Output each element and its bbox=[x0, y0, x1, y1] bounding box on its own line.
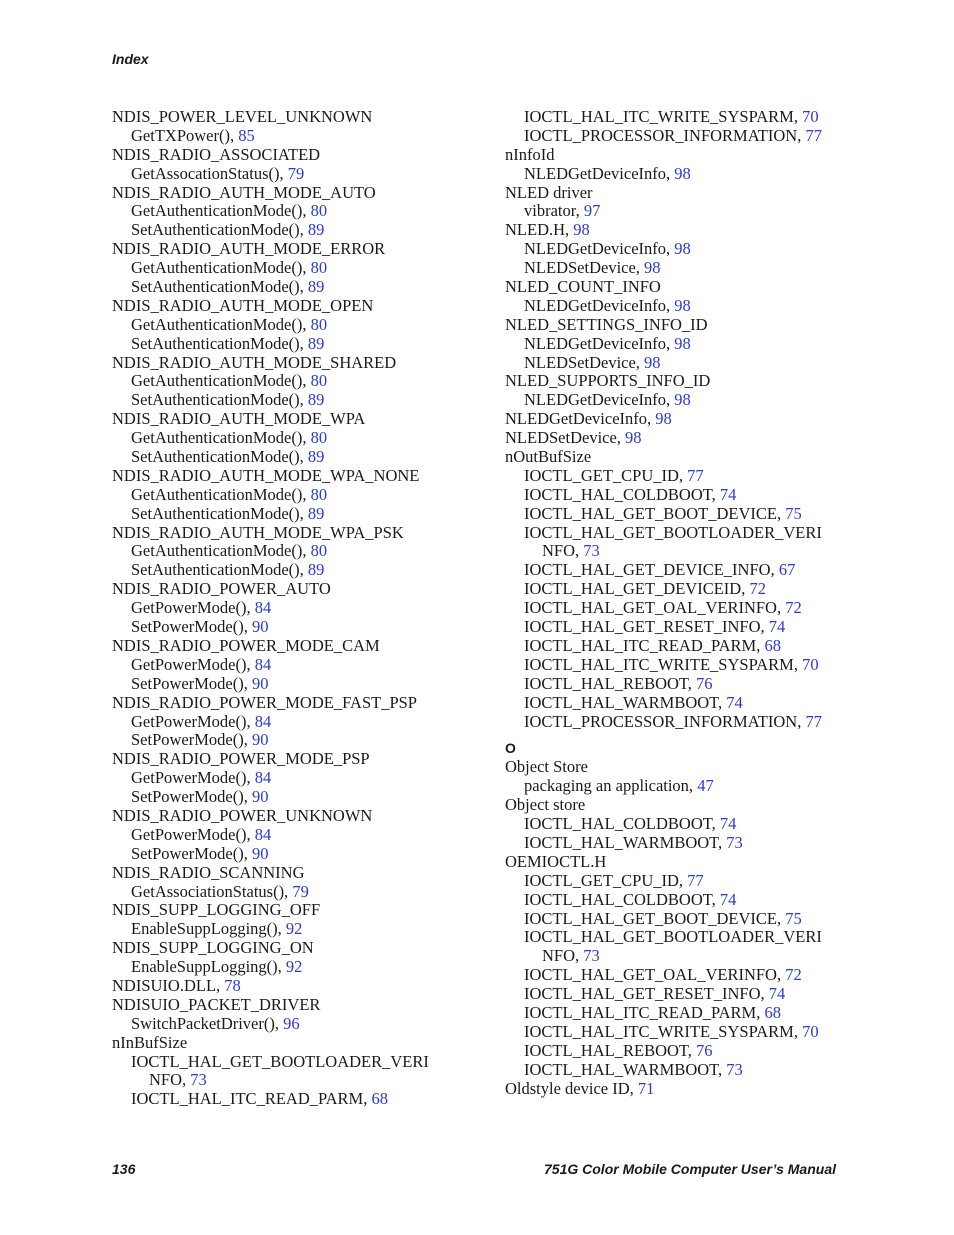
entry-text: NDIS_RADIO_POWER_MODE_PSP bbox=[112, 749, 370, 769]
entry-text: IOCTL_HAL_ITC_READ_PARM, bbox=[131, 1089, 372, 1109]
index-subentry bbox=[505, 524, 885, 543]
entry-text: NDIS_RADIO_AUTH_MODE_SHARED bbox=[112, 352, 397, 372]
index-entry bbox=[112, 108, 492, 127]
entry-text: Object Store bbox=[505, 757, 588, 777]
page-reference-link[interactable]: 68 bbox=[764, 1002, 781, 1022]
entry-text: NDIS_POWER_LEVEL_UNKNOWN bbox=[112, 107, 373, 126]
manual-title: 751G Color Mobile Computer User’s Manual bbox=[544, 1161, 836, 1177]
entry-text: NDISUIO.DLL, bbox=[112, 975, 225, 995]
entry-text: Object store bbox=[505, 795, 586, 815]
entry-text: vibrator, bbox=[524, 201, 584, 221]
index-subentry bbox=[112, 259, 492, 278]
index-subentry bbox=[112, 675, 492, 694]
page-reference-link[interactable]: 76 bbox=[696, 1040, 713, 1060]
page-reference-link[interactable]: 90 bbox=[251, 673, 269, 693]
entry-text: NLED_SUPPORTS_INFO_ID bbox=[505, 371, 711, 391]
entry-text: SetAuthenticationMode(), bbox=[131, 390, 308, 410]
entry-text: NDIS_SUPP_LOGGING_OFF bbox=[112, 900, 321, 920]
entry-text: SetAuthenticationMode(), bbox=[131, 333, 308, 353]
entry-text: GetPowerMode(), bbox=[131, 824, 255, 844]
entry-text: IOCTL_PROCESSOR_INFORMATION, bbox=[524, 711, 806, 731]
page-reference-link[interactable]: 77 bbox=[805, 125, 822, 145]
page-reference-link[interactable]: 89 bbox=[307, 220, 325, 240]
page-reference-link[interactable]: 75 bbox=[785, 908, 802, 928]
entry-text: IOCTL_HAL_ITC_WRITE_SYSPARM, bbox=[524, 1021, 803, 1041]
page-reference-link[interactable]: 89 bbox=[307, 503, 325, 523]
index-subentry bbox=[112, 505, 492, 524]
entry-text: NDIS_RADIO_AUTH_MODE_WPA_PSK bbox=[112, 522, 404, 542]
index-subentry bbox=[505, 1004, 885, 1023]
index-subentry bbox=[505, 656, 885, 675]
entry-text: NDIS_RADIO_POWER_MODE_CAM bbox=[112, 635, 380, 655]
page-reference-link[interactable]: 74 bbox=[719, 814, 737, 834]
entry-text: nInfoId bbox=[505, 144, 555, 164]
index-subentry bbox=[505, 561, 885, 580]
entry-text: GetAuthenticationMode(), bbox=[131, 541, 311, 561]
index-subentry bbox=[505, 335, 885, 354]
index-subentry bbox=[505, 259, 885, 278]
index-subentry bbox=[112, 316, 492, 335]
entry-text: IOCTL_HAL_ITC_READ_PARM, bbox=[524, 635, 765, 655]
index-entry bbox=[112, 467, 492, 486]
index-entry bbox=[505, 184, 885, 203]
index-subentry bbox=[505, 240, 885, 259]
entry-text: IOCTL_HAL_GET_OAL_VERINFO, bbox=[524, 965, 786, 985]
index-entry bbox=[505, 796, 885, 815]
index-subentry bbox=[112, 883, 492, 902]
entry-text: GetAuthenticationMode(), bbox=[131, 258, 311, 278]
page-reference-link[interactable]: 70 bbox=[802, 1021, 819, 1041]
page-reference-link[interactable]: 74 bbox=[719, 484, 737, 504]
entry-text: nOutBufSize bbox=[505, 447, 592, 467]
index-subentry bbox=[112, 221, 492, 240]
page-reference-link[interactable]: 89 bbox=[307, 390, 325, 410]
index-subentry bbox=[505, 966, 885, 985]
index-entry bbox=[505, 221, 885, 240]
index-entry bbox=[505, 758, 885, 777]
entry-text: IOCTL_HAL_GET_RESET_INFO, bbox=[524, 984, 769, 1004]
entry-text: GetAuthenticationMode(), bbox=[131, 201, 311, 221]
entry-text: NDIS_RADIO_AUTH_MODE_OPEN bbox=[112, 295, 374, 315]
page-reference-link[interactable]: 98 bbox=[674, 239, 691, 259]
page-reference-link[interactable]: 98 bbox=[674, 163, 691, 183]
page-reference-link[interactable]: 79 bbox=[287, 163, 305, 183]
page-reference-link[interactable]: 84 bbox=[254, 711, 272, 731]
index-subentry bbox=[505, 505, 885, 524]
page-reference-link[interactable]: 90 bbox=[251, 730, 269, 750]
entry-text: GetAuthenticationMode(), bbox=[131, 371, 311, 391]
running-header: Index bbox=[112, 51, 149, 67]
entry-text: nInBufSize bbox=[112, 1032, 188, 1052]
index-subentry bbox=[505, 928, 885, 947]
entry-text: SetPowerMode(), bbox=[131, 730, 252, 750]
entry-text: EnableSuppLogging(), bbox=[131, 957, 286, 977]
index-entry bbox=[112, 524, 492, 543]
page-reference-link[interactable]: 78 bbox=[224, 975, 241, 995]
page-reference-link[interactable]: 71 bbox=[637, 1078, 655, 1098]
index-entry bbox=[112, 996, 492, 1015]
index-entry bbox=[505, 146, 885, 165]
entry-text: IOCTL_HAL_ITC_READ_PARM, bbox=[524, 1002, 765, 1022]
entry-text: IOCTL_HAL_ITC_WRITE_SYSPARM, bbox=[524, 107, 803, 126]
entry-text: NDIS_RADIO_POWER_UNKNOWN bbox=[112, 805, 373, 825]
index-entry bbox=[505, 410, 885, 429]
index-subentry bbox=[112, 335, 492, 354]
entry-text: NLEDGetDeviceInfo, bbox=[524, 239, 675, 259]
page-reference-link[interactable]: 68 bbox=[371, 1089, 388, 1109]
page-reference-link[interactable]: 89 bbox=[307, 277, 325, 297]
index-subentry bbox=[505, 599, 885, 618]
index-subentry bbox=[505, 1061, 885, 1080]
entry-text: GetPowerMode(), bbox=[131, 768, 255, 788]
entry-text: IOCTL_HAL_GET_DEVICEID, bbox=[524, 579, 750, 599]
entry-text: GetAssociationStatus(), bbox=[131, 881, 293, 901]
index-subentry bbox=[505, 815, 885, 834]
page-reference-link[interactable]: 89 bbox=[307, 447, 325, 467]
page-reference-link[interactable]: 79 bbox=[292, 881, 309, 901]
index-subentry bbox=[112, 278, 492, 297]
page-reference-link[interactable]: 90 bbox=[251, 617, 269, 637]
entry-text: Oldstyle device ID, bbox=[505, 1078, 638, 1098]
index-subentry bbox=[505, 467, 885, 486]
entry-text: NLEDSetDevice, bbox=[524, 258, 645, 278]
page-reference-link[interactable]: 98 bbox=[573, 220, 590, 240]
index-entry bbox=[505, 429, 885, 448]
entry-text: NDIS_RADIO_POWER_MODE_FAST_PSP bbox=[112, 692, 417, 712]
index-subentry bbox=[112, 618, 492, 637]
index-column-right bbox=[505, 108, 885, 1098]
entry-text: NLEDSetDevice, bbox=[524, 352, 645, 372]
page-reference-link[interactable]: 73 bbox=[726, 1059, 743, 1079]
index-subentry bbox=[505, 1023, 885, 1042]
page-reference-link[interactable]: 47 bbox=[697, 776, 714, 796]
entry-text: SetAuthenticationMode(), bbox=[131, 447, 308, 467]
index-subentry bbox=[112, 1090, 492, 1109]
page-reference-link[interactable]: 72 bbox=[785, 598, 802, 618]
index-entry bbox=[112, 146, 492, 165]
index-subentry bbox=[112, 127, 492, 146]
page-reference-link[interactable]: 74 bbox=[768, 984, 786, 1004]
page-reference-link[interactable]: 73 bbox=[190, 1070, 207, 1090]
index-subentry bbox=[505, 834, 885, 853]
entry-text: NDIS_RADIO_AUTH_MODE_AUTO bbox=[112, 182, 376, 202]
index-subentry bbox=[112, 958, 492, 977]
index-subentry bbox=[112, 542, 492, 561]
entry-text: NLEDGetDeviceInfo, bbox=[524, 295, 675, 315]
page-reference-link[interactable]: 73 bbox=[583, 946, 600, 966]
entry-text: SetPowerMode(), bbox=[131, 843, 252, 863]
index-entry bbox=[112, 750, 492, 769]
entry-text: GetAuthenticationMode(), bbox=[131, 428, 311, 448]
entry-text: GetTXPower(), bbox=[131, 125, 239, 145]
page-reference-link[interactable]: 96 bbox=[283, 1013, 300, 1033]
entry-text: IOCTL_HAL_WARMBOOT, bbox=[524, 832, 727, 852]
index-subentry bbox=[505, 637, 885, 656]
page-reference-link[interactable]: 90 bbox=[251, 843, 269, 863]
entry-text: IOCTL_HAL_GET_DEVICE_INFO, bbox=[524, 560, 779, 580]
index-subentry bbox=[112, 1053, 492, 1072]
index-subentry bbox=[112, 731, 492, 750]
index-subentry bbox=[505, 947, 885, 966]
index-entry bbox=[112, 297, 492, 316]
page-reference-link[interactable]: 67 bbox=[778, 560, 796, 580]
index-subentry bbox=[505, 777, 885, 796]
entry-text: SetAuthenticationMode(), bbox=[131, 277, 308, 297]
index-subentry bbox=[505, 910, 885, 929]
page-reference-link[interactable]: 98 bbox=[655, 409, 672, 429]
index-subentry bbox=[112, 656, 492, 675]
page-reference-link[interactable]: 85 bbox=[238, 125, 255, 145]
entry-text: IOCTL_HAL_REBOOT, bbox=[524, 1040, 697, 1060]
index-subentry bbox=[112, 372, 492, 391]
page-reference-link[interactable]: 72 bbox=[785, 965, 802, 985]
entry-text: SetAuthenticationMode(), bbox=[131, 220, 308, 240]
entry-text: IOCTL_HAL_GET_BOOTLOADER_VERI bbox=[524, 927, 822, 947]
page-reference-link[interactable]: 89 bbox=[307, 560, 325, 580]
index-subentry bbox=[112, 486, 492, 505]
index-subentry bbox=[112, 845, 492, 864]
page-reference-link[interactable]: 98 bbox=[674, 333, 691, 353]
index-entry bbox=[112, 184, 492, 203]
page-reference-link[interactable]: 70 bbox=[802, 654, 819, 674]
index-entry bbox=[112, 807, 492, 826]
entry-text: GetPowerMode(), bbox=[131, 654, 255, 674]
index-subentry bbox=[112, 561, 492, 580]
page-reference-link[interactable]: 89 bbox=[307, 333, 325, 353]
entry-text: IOCTL_HAL_COLDBOOT, bbox=[524, 814, 720, 834]
index-subentry bbox=[505, 542, 885, 561]
page-reference-link[interactable]: 98 bbox=[644, 258, 661, 278]
index-subentry bbox=[505, 694, 885, 713]
entry-text: IOCTL_GET_CPU_ID, bbox=[524, 870, 688, 890]
page-reference-link[interactable]: 84 bbox=[254, 654, 272, 674]
index-column-left bbox=[112, 108, 492, 1109]
section-letter: O bbox=[505, 740, 516, 757]
entry-text: NLEDGetDeviceInfo, bbox=[524, 390, 675, 410]
page-reference-link[interactable]: 98 bbox=[625, 428, 642, 448]
page-reference-link[interactable]: 68 bbox=[764, 635, 781, 655]
page-reference-link[interactable]: 74 bbox=[719, 889, 737, 909]
index-subentry bbox=[505, 675, 885, 694]
page-reference-link[interactable]: 84 bbox=[254, 768, 272, 788]
index-subentry bbox=[112, 1071, 492, 1090]
index-subentry bbox=[112, 769, 492, 788]
index-subentry bbox=[505, 108, 885, 127]
entry-text: IOCTL_HAL_WARMBOOT, bbox=[524, 692, 727, 712]
entry-text: IOCTL_HAL_GET_OAL_VERINFO, bbox=[524, 598, 786, 618]
index-subentry bbox=[505, 580, 885, 599]
page-number: 136 bbox=[112, 1161, 136, 1177]
index-entry bbox=[112, 939, 492, 958]
entry-text: GetPowerMode(), bbox=[131, 598, 255, 618]
index-subentry bbox=[112, 1015, 492, 1034]
page-reference-link[interactable]: 76 bbox=[696, 673, 713, 693]
entry-text: SetAuthenticationMode(), bbox=[131, 560, 308, 580]
entry-text: NDIS_RADIO_ASSOCIATED bbox=[112, 144, 321, 164]
index-entry bbox=[505, 316, 885, 335]
index-entry bbox=[505, 448, 885, 467]
page-reference-link[interactable]: 84 bbox=[254, 598, 272, 618]
entry-text: EnableSuppLogging(), bbox=[131, 919, 286, 939]
page-reference-link[interactable]: 74 bbox=[726, 692, 743, 712]
index-subentry bbox=[505, 354, 885, 373]
index-subentry bbox=[505, 985, 885, 1004]
page-reference-link[interactable]: 92 bbox=[285, 957, 303, 977]
page-reference-link[interactable]: 98 bbox=[644, 352, 661, 372]
page-reference-link[interactable]: 74 bbox=[768, 617, 786, 637]
page-reference-link[interactable]: 73 bbox=[726, 832, 743, 852]
entry-text: NFO, bbox=[542, 946, 584, 966]
index-entry bbox=[112, 240, 492, 259]
index-subentry bbox=[505, 391, 885, 410]
index-subentry bbox=[505, 165, 885, 184]
entry-text: OEMIOCTL.H bbox=[505, 851, 607, 871]
entry-text: NDIS_RADIO_SCANNING bbox=[112, 862, 305, 882]
index-subentry bbox=[505, 618, 885, 637]
page-reference-link[interactable]: 98 bbox=[674, 295, 691, 315]
entry-text: SwitchPacketDriver(), bbox=[131, 1013, 284, 1033]
entry-text: NLED_SETTINGS_INFO_ID bbox=[505, 314, 708, 334]
entry-text: NLEDGetDeviceInfo, bbox=[505, 409, 656, 429]
entry-text: NDIS_RADIO_AUTH_MODE_ERROR bbox=[112, 239, 386, 259]
entry-text: NDIS_SUPP_LOGGING_ON bbox=[112, 938, 314, 958]
entry-text: NLED driver bbox=[505, 182, 593, 202]
page-reference-link[interactable]: 73 bbox=[583, 541, 600, 561]
index-subentry bbox=[112, 713, 492, 732]
page-reference-link[interactable]: 77 bbox=[687, 870, 704, 890]
index-subentry bbox=[505, 1042, 885, 1061]
index-subentry bbox=[112, 448, 492, 467]
page-reference-link[interactable]: 75 bbox=[785, 503, 802, 523]
index-subentry bbox=[112, 391, 492, 410]
entry-text: GetAuthenticationMode(), bbox=[131, 484, 311, 504]
index-subentry bbox=[112, 826, 492, 845]
entry-text: IOCTL_HAL_REBOOT, bbox=[524, 673, 697, 693]
index-entry bbox=[112, 901, 492, 920]
entry-text: NFO, bbox=[149, 1070, 191, 1090]
index-entry bbox=[505, 278, 885, 297]
index-subentry bbox=[505, 297, 885, 316]
page-reference-link[interactable]: 80 bbox=[310, 371, 328, 391]
entry-text: NLEDGetDeviceInfo, bbox=[524, 163, 675, 183]
page-reference-link[interactable]: 70 bbox=[802, 107, 819, 126]
entry-text: packaging an application, bbox=[524, 776, 698, 796]
index-subentry bbox=[112, 599, 492, 618]
index-subentry bbox=[112, 920, 492, 939]
index-entry bbox=[112, 1034, 492, 1053]
index-subentry bbox=[505, 127, 885, 146]
entry-text: SetAuthenticationMode(), bbox=[131, 503, 308, 523]
page-reference-link[interactable]: 77 bbox=[805, 711, 822, 731]
index-subentry bbox=[505, 891, 885, 910]
entry-text: IOCTL_HAL_GET_RESET_INFO, bbox=[524, 617, 769, 637]
page-reference-link[interactable]: 80 bbox=[310, 541, 328, 561]
index-entry bbox=[112, 694, 492, 713]
entry-text: IOCTL_HAL_GET_BOOT_DEVICE, bbox=[524, 503, 786, 523]
index-subentry bbox=[112, 429, 492, 448]
index-entry bbox=[112, 864, 492, 883]
entry-text: IOCTL_HAL_GET_BOOT_DEVICE, bbox=[524, 908, 786, 928]
index-entry bbox=[112, 354, 492, 373]
entry-text: SetPowerMode(), bbox=[131, 673, 252, 693]
index-subentry bbox=[112, 202, 492, 221]
index-entry bbox=[505, 372, 885, 391]
page-reference-link[interactable]: 77 bbox=[687, 465, 704, 485]
entry-text: GetPowerMode(), bbox=[131, 711, 255, 731]
page-reference-link[interactable]: 97 bbox=[583, 201, 601, 221]
entry-text: IOCTL_HAL_ITC_WRITE_SYSPARM, bbox=[524, 654, 803, 674]
index-entry bbox=[505, 853, 885, 872]
index-subentry bbox=[505, 872, 885, 891]
page-reference-link[interactable]: 80 bbox=[310, 428, 328, 448]
index-entry bbox=[112, 580, 492, 599]
index-entry bbox=[112, 637, 492, 656]
index-subentry bbox=[505, 202, 885, 221]
entry-text: IOCTL_HAL_COLDBOOT, bbox=[524, 889, 720, 909]
entry-text: IOCTL_GET_CPU_ID, bbox=[524, 465, 688, 485]
page-reference-link[interactable]: 84 bbox=[254, 824, 272, 844]
entry-text: NDIS_RADIO_AUTH_MODE_WPA bbox=[112, 409, 366, 429]
entry-text: GetAuthenticationMode(), bbox=[131, 314, 311, 334]
entry-text: NLED_COUNT_INFO bbox=[505, 277, 661, 297]
index-subentry bbox=[112, 788, 492, 807]
entry-text: IOCTL_HAL_WARMBOOT, bbox=[524, 1059, 727, 1079]
entry-text: NDIS_RADIO_AUTH_MODE_WPA_NONE bbox=[112, 465, 420, 485]
page-reference-link[interactable]: 72 bbox=[749, 579, 766, 599]
index-subentry bbox=[505, 486, 885, 505]
entry-text: SetPowerMode(), bbox=[131, 787, 252, 807]
page-reference-link[interactable]: 80 bbox=[310, 258, 328, 278]
entry-text: NLEDSetDevice, bbox=[505, 428, 626, 448]
entry-text: NLED.H, bbox=[505, 220, 574, 240]
entry-text: IOCTL_PROCESSOR_INFORMATION, bbox=[524, 125, 806, 145]
entry-text: IOCTL_HAL_COLDBOOT, bbox=[524, 484, 720, 504]
entry-text: NDIS_RADIO_POWER_AUTO bbox=[112, 579, 331, 599]
index-subentry bbox=[112, 165, 492, 184]
entry-text: SetPowerMode(), bbox=[131, 617, 252, 637]
page-reference-link[interactable]: 90 bbox=[251, 787, 269, 807]
page-reference-link[interactable]: 80 bbox=[310, 484, 328, 504]
index-entry bbox=[505, 1080, 885, 1099]
page-reference-link[interactable]: 92 bbox=[285, 919, 303, 939]
page-reference-link[interactable]: 80 bbox=[310, 314, 328, 334]
page-reference-link[interactable]: 98 bbox=[674, 390, 691, 410]
entry-text: IOCTL_HAL_GET_BOOTLOADER_VERI bbox=[524, 522, 822, 542]
entry-text: IOCTL_HAL_GET_BOOTLOADER_VERI bbox=[131, 1051, 429, 1071]
entry-text: NFO, bbox=[542, 541, 584, 561]
index-subentry bbox=[505, 713, 885, 732]
entry-text: NLEDGetDeviceInfo, bbox=[524, 333, 675, 353]
index-entry bbox=[112, 977, 492, 996]
entry-text: GetAssocationStatus(), bbox=[131, 163, 288, 183]
entry-text: NDISUIO_PACKET_DRIVER bbox=[112, 994, 321, 1014]
index-entry bbox=[112, 410, 492, 429]
page-reference-link[interactable]: 80 bbox=[310, 201, 328, 221]
